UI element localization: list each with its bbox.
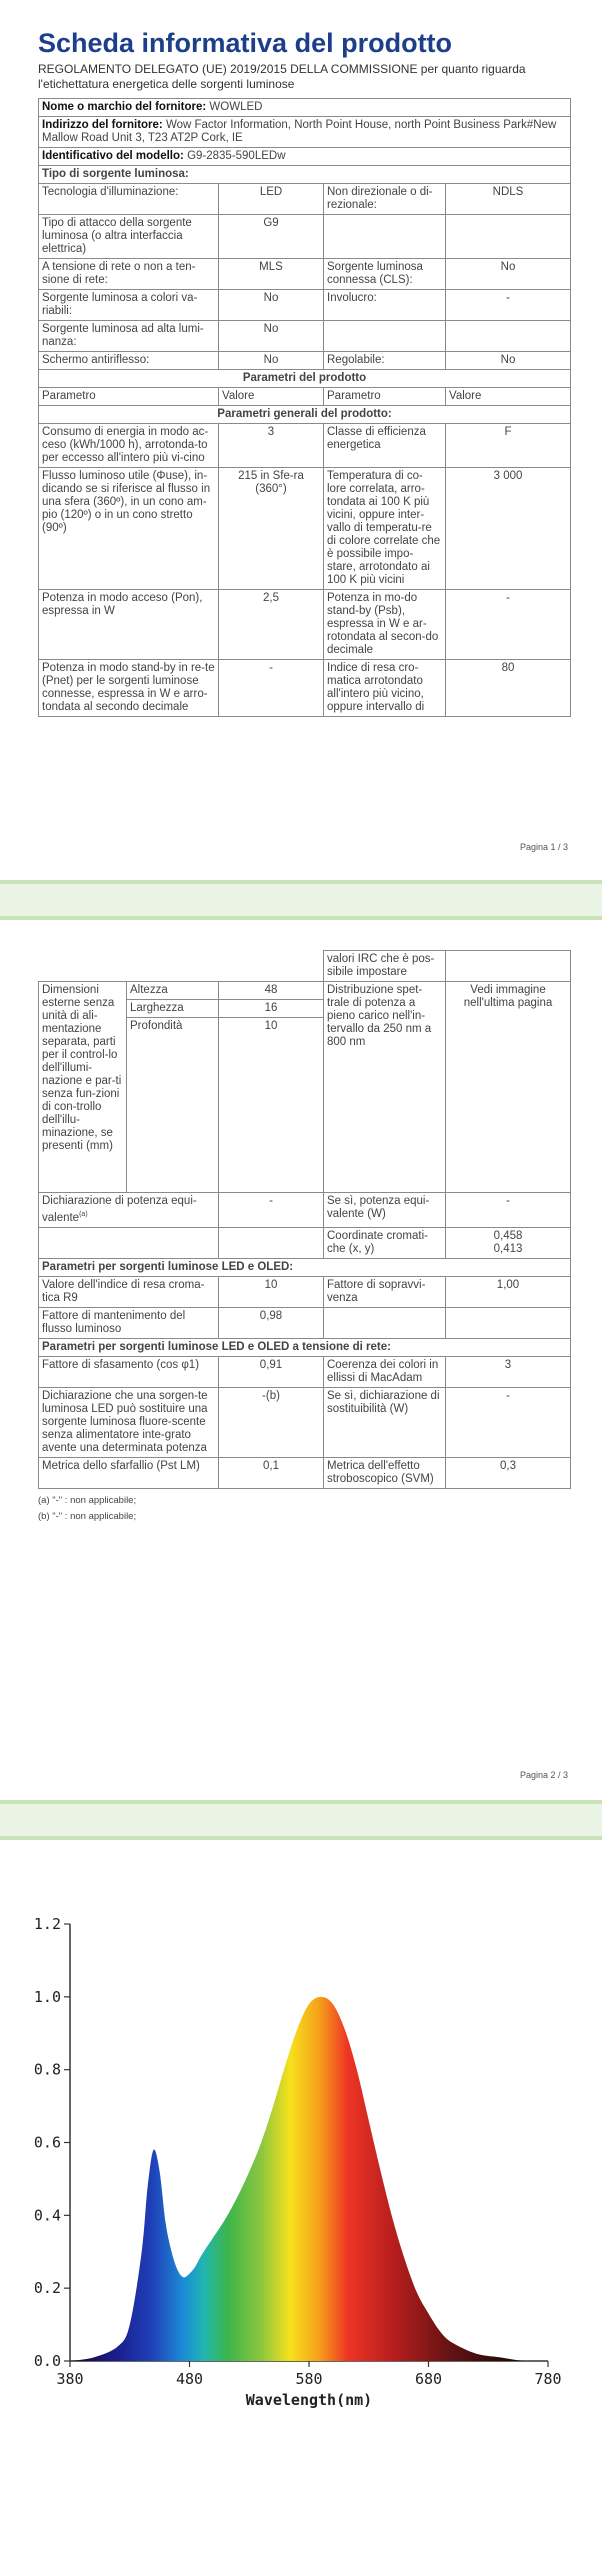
cell-value [446, 321, 571, 352]
cell-value: No [219, 352, 324, 370]
cell-label: Potenza in modo acceso (Pon), espressa in W [39, 590, 219, 660]
y-tick-label: 0.8 [33, 2060, 61, 2079]
cell-label: Sorgente luminosa connessa (CLS): [324, 259, 446, 290]
product-params-heading: Parametri del prodotto [39, 370, 571, 388]
source-type-heading-row [39, 166, 571, 184]
section-heading-row [39, 1258, 571, 1276]
spectrum-chart-svg [0, 1840, 602, 2560]
cell-label: Metrica dell'effetto stroboscopico (SVM) [324, 1457, 446, 1488]
x-tick-label: 680 [414, 2370, 443, 2388]
table-row [39, 590, 571, 660]
cell-label: Tecnologia d'illuminazione: [39, 184, 219, 215]
cell-label: Classe di efficienza energetica [324, 424, 446, 468]
column-header: Parametro [324, 388, 446, 406]
led-params-heading: Parametri per sorgenti luminose LED e OLED: [39, 1258, 571, 1276]
x-ticks [56, 2361, 561, 2388]
general-params-heading: Parametri generali del prodotto: [39, 406, 571, 424]
cell-label: Sorgente luminosa ad alta lumi-nanza: [39, 321, 219, 352]
cell-label: Se sì, dichiarazione di sostituibilità (W) [324, 1387, 446, 1457]
cell-value: No [446, 259, 571, 290]
regulation-subtitle: REGOLAMENTO DELEGATO (UE) 2019/2015 DELLA COMMISSIONE per quanto riguarda l'etichettatura energetica delle sorgenti luminose [38, 62, 526, 91]
chromaticity-y: 0,413 [493, 1242, 523, 1255]
cell-value: - [446, 590, 571, 660]
cell-label: valori IRC che è pos-sibile impostare [324, 951, 446, 982]
table-row [39, 1307, 571, 1338]
cell-label: Consumo di energia in modo ac-ceso (kWh/1000 h), arrotonda-to per eccesso all'intero più vi-cino [39, 424, 219, 468]
table-row [39, 1276, 571, 1307]
product-params-heading-row [39, 370, 571, 388]
cell-value: 0,98 [219, 1307, 324, 1338]
cell-value: 0,3 [446, 1457, 571, 1488]
cell-value: 3 000 [446, 468, 571, 590]
table-row [39, 424, 571, 468]
cell-value: 0,91 [219, 1356, 324, 1387]
cell-label: Indice di resa cro-matica arrotondato all'intero più vicino, oppure intervallo di [324, 660, 446, 717]
page-1 [0, 0, 602, 880]
document-body [38, 26, 570, 717]
y-tick-label: 0.2 [33, 2279, 61, 2298]
cell-value: MLS [219, 259, 324, 290]
chromaticity-label: Coordinate cromati-che (x, y) [324, 1227, 446, 1258]
cell-label: Fattore di sopravvi-venza [324, 1276, 446, 1307]
model-id-label: Identificativo del modello: [42, 150, 184, 162]
cell-value: G9 [219, 215, 324, 259]
section-heading-row [39, 1338, 571, 1356]
model-id-row [39, 148, 571, 166]
footnote-ref: (a) [79, 1211, 88, 1218]
cell-value: LED [219, 184, 324, 215]
cell-value: NDLS [446, 184, 571, 215]
dimension-value: 16 [219, 1000, 324, 1018]
table-row [39, 1227, 571, 1258]
cell-value: - [219, 660, 324, 717]
column-header: Parametro [39, 388, 219, 406]
column-header: Valore [219, 388, 324, 406]
cell-value: 3 [219, 424, 324, 468]
cell-value: - [446, 290, 571, 321]
table-header-row [39, 388, 571, 406]
footnotes [38, 1493, 570, 1525]
dimension-name: Profondità [127, 1018, 219, 1193]
table-row [39, 660, 571, 717]
page-number: Pagina 2 / 3 [519, 1770, 568, 1780]
dimension-name: Altezza [127, 982, 219, 1000]
cell-value: - [446, 1387, 571, 1457]
cell-value: F [446, 424, 571, 468]
cell-value: 3 [446, 1356, 571, 1387]
y-tick-label: 0.6 [33, 2133, 61, 2152]
y-tick-label: 0.0 [33, 2352, 61, 2370]
table-row [39, 468, 571, 590]
page-2 [0, 920, 602, 1800]
spectrum-area [70, 1997, 548, 2361]
x-tick-label: 780 [534, 2370, 562, 2388]
cell-label: Temperatura di co-lore correlata, arro-tondata ai 100 K più vicini, oppure inter-vallo di temperatu-re di colore correlate che è possibile impo-stare, arrotondato ai 100 K più vicini [324, 468, 446, 590]
cell-value: No [446, 352, 571, 370]
dimension-value: 10 [219, 1018, 324, 1193]
page-number: Pagina 1 / 3 [519, 842, 568, 852]
spectral-label: Distribuzione spet-trale di potenza a pieno carico nell'in-tervallo da 250 nm a 800 nm [324, 982, 446, 1193]
document-body [38, 950, 570, 1525]
chromaticity-x: 0,458 [493, 1229, 523, 1242]
cell-label [324, 1307, 446, 1338]
cell-value: 215 in Sfe-ra (360°) [219, 468, 324, 590]
cell-label [324, 321, 446, 352]
y-tick-label: 0.4 [33, 2206, 61, 2225]
column-header: Valore [446, 388, 571, 406]
cell-value: - [219, 1193, 324, 1228]
supplier-brand-value: WOWLED [209, 101, 263, 113]
cell-value: - [446, 1193, 571, 1228]
x-tick-label: 580 [295, 2370, 323, 2388]
page-title: Scheda informativa del prodotto [38, 28, 453, 58]
table-row [39, 215, 571, 259]
cell-value: No [219, 321, 324, 352]
cell-label: Schermo antiriflesso: [39, 352, 219, 370]
cell-label [324, 215, 446, 259]
mains-params-heading: Parametri per sorgenti luminose LED e OLED a tensione di rete: [39, 1338, 571, 1356]
footnote-a: (a) "-" : non applicabile; [38, 1494, 137, 1506]
cell-label: Involucro: [324, 290, 446, 321]
cell-value [446, 215, 571, 259]
cell-value: -(b) [219, 1387, 324, 1457]
spectrum-chart [0, 1840, 602, 2560]
cell-value: No [219, 290, 324, 321]
cell-label: Potenza in modo stand-by in re-te (Pnet) per le sorgenti luminose connesse, espressa in W e arro-tondata al secondo decimale [39, 660, 219, 717]
spectral-value: Vedi immagine nell'ultima pagina [446, 982, 571, 1193]
y-tick-label: 1.2 [33, 1915, 61, 1933]
cell-value: 0,1 [219, 1457, 324, 1488]
cell-label: Valore dell'indice di resa croma-tica R9 [39, 1276, 219, 1307]
cell-label: Fattore di mantenimento del flusso luminoso [39, 1307, 219, 1338]
table-row [39, 982, 571, 1000]
page-separator [0, 880, 602, 920]
x-tick-label: 380 [56, 2370, 84, 2388]
dimensions-label: Dimensioni esterne senza unità di ali-mentazione separata, parti per il control-lo dell'illumi-nazione e par-ti senza fun-zioni di con-trollo dell'illu-minazione, se presenti (mm) [39, 982, 127, 1193]
cell-label: Flusso luminoso utile (Φuse), in-dicando se si riferisce al flusso in una sfera (360º), in un cono am-pio (120º) o in un cono stretto (90º) [39, 468, 219, 590]
cell-label: Tipo di attacco della sorgente luminosa (o altra interfaccia elettrica) [39, 215, 219, 259]
equivalent-power-label: Dichiarazione di potenza equi-valente [42, 1195, 197, 1224]
x-axis-label: Wavelength(nm) [245, 2391, 373, 2409]
cell-label: Fattore di sfasamento (cos φ1) [39, 1356, 219, 1387]
page-separator [0, 1800, 602, 1840]
cell-label: Coerenza dei colori in ellissi di MacAdam [324, 1356, 446, 1387]
cell-label: Metrica dello sfarfallio (Pst LM) [39, 1457, 219, 1488]
cell-label: Dichiarazione che una sorgen-te luminosa LED può sostituire una sorgente luminosa fluore-scente senza alimentatore inte-grato avente una determinata potenza [39, 1387, 219, 1457]
table-row [39, 290, 571, 321]
cell-value: 2,5 [219, 590, 324, 660]
page-3 [0, 1840, 602, 2560]
y-tick-label: 1.0 [33, 1987, 61, 2006]
cell-value: 1,00 [446, 1276, 571, 1307]
table-row [39, 951, 571, 982]
y-ticks [34, 1915, 70, 2370]
cell-label: Regolabile: [324, 352, 446, 370]
model-id-value: G9-2835-590LEDw [187, 150, 286, 162]
table-row [39, 352, 571, 370]
source-type-heading: Tipo di sorgente luminosa: [39, 166, 571, 184]
supplier-address-row [39, 117, 571, 148]
cell-label: Non direzionale o di-rezionale: [324, 184, 446, 215]
footnote-b: (b) "-" : non applicabile; [38, 1510, 137, 1522]
dimension-name: Larghezza [127, 1000, 219, 1018]
product-info-table [38, 98, 571, 717]
table-row [39, 1356, 571, 1387]
dimension-value: 48 [219, 982, 324, 1000]
table-row [39, 1387, 571, 1457]
table-row [39, 1193, 571, 1228]
cell-label: Sorgente luminosa a colori va-riabili: [39, 290, 219, 321]
table-row [39, 259, 571, 290]
table-row [39, 184, 571, 215]
supplier-brand-row [39, 99, 571, 117]
product-info-table-continued [38, 950, 571, 1489]
table-row [39, 321, 571, 352]
cell-label: Se sì, potenza equi-valente (W) [324, 1193, 446, 1228]
cell-value: 10 [219, 1276, 324, 1307]
general-params-heading-row [39, 406, 571, 424]
supplier-address-label: Indirizzo del fornitore: [42, 119, 163, 131]
table-row [39, 1457, 571, 1488]
cell-value: 80 [446, 660, 571, 717]
x-tick-label: 480 [175, 2370, 204, 2388]
cell-label: A tensione di rete o non a ten-sione di rete: [39, 259, 219, 290]
supplier-brand-label: Nome o marchio del fornitore: [42, 101, 207, 113]
supplier-address-value: Wow Factor Information, North Point House, north Point Business Park#New Mallow Road Unit 3, T23 AT2P Cork, IE [42, 119, 557, 144]
cell-value [446, 1307, 571, 1338]
cell-label: Potenza in mo-do stand-by (Psb), espressa in W e ar-rotondata al secon-do decimale [324, 590, 446, 660]
